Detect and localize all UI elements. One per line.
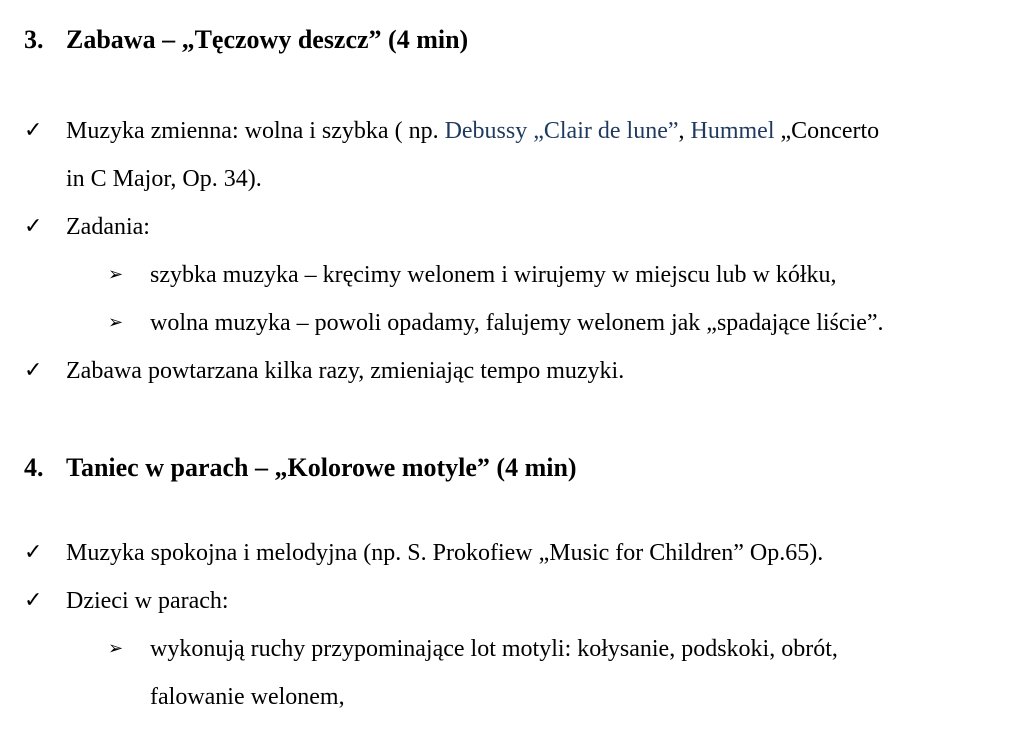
section-4-number: 4. bbox=[24, 453, 44, 482]
arrow-bullet-icon: ➢ bbox=[108, 264, 124, 285]
section-3-number: 3. bbox=[24, 25, 44, 54]
section-3-bullet-repeat: Zabawa powtarzana kilka razy, zmieniając tempo muzyki. bbox=[66, 358, 625, 384]
check-mark-icon: ✓ bbox=[24, 214, 43, 239]
bullet-text: „Concerto bbox=[780, 118, 880, 144]
section-3-heading bbox=[24, 24, 468, 56]
bullet-text: Muzyka zmienna: wolna i szybka ( np. bbox=[66, 118, 445, 144]
section-4-sub-moves-continued: falowanie welonem, bbox=[150, 684, 345, 710]
arrow-bullet-icon: ➢ bbox=[108, 312, 124, 333]
section-4-heading bbox=[24, 452, 577, 484]
section-4-bullet-music: Muzyka spokojna i melodyjna (np. S. Prokofiew „Music for Children” Op.65). bbox=[66, 540, 824, 566]
arrow-bullet-icon: ➢ bbox=[108, 638, 124, 659]
section-4-title: Taniec w parach – „Kolorowe motyle” (4 min) bbox=[66, 453, 577, 482]
check-mark-icon: ✓ bbox=[24, 540, 43, 565]
check-mark-icon: ✓ bbox=[24, 358, 43, 383]
section-3-bullet-music bbox=[66, 116, 879, 146]
check-mark-icon: ✓ bbox=[24, 588, 43, 613]
section-4-sub-moves: wykonują ruchy przypominające lot motyli: kołysanie, podskoki, obrót, bbox=[150, 636, 838, 662]
hummel-link[interactable]: Hummel bbox=[690, 118, 781, 144]
section-3-bullet-music-continued: in C Major, Op. 34). bbox=[66, 166, 262, 192]
section-3-sub-slow: wolna muzyka – powoli opadamy, falujemy welonem jak „spadające liście”. bbox=[150, 310, 884, 336]
section-4-bullet-pairs: Dzieci w parach: bbox=[66, 588, 229, 614]
bullet-text: , bbox=[678, 118, 691, 144]
debussy-link[interactable]: Debussy „Clair de lune” bbox=[444, 118, 679, 144]
section-3-sub-fast: szybka muzyka – kręcimy welonem i wirujemy w miejscu lub w kółku, bbox=[150, 262, 837, 288]
section-3-bullet-tasks: Zadania: bbox=[66, 214, 150, 240]
section-3-title: Zabawa – „Tęczowy deszcz” (4 min) bbox=[66, 25, 469, 54]
check-mark-icon: ✓ bbox=[24, 118, 43, 143]
